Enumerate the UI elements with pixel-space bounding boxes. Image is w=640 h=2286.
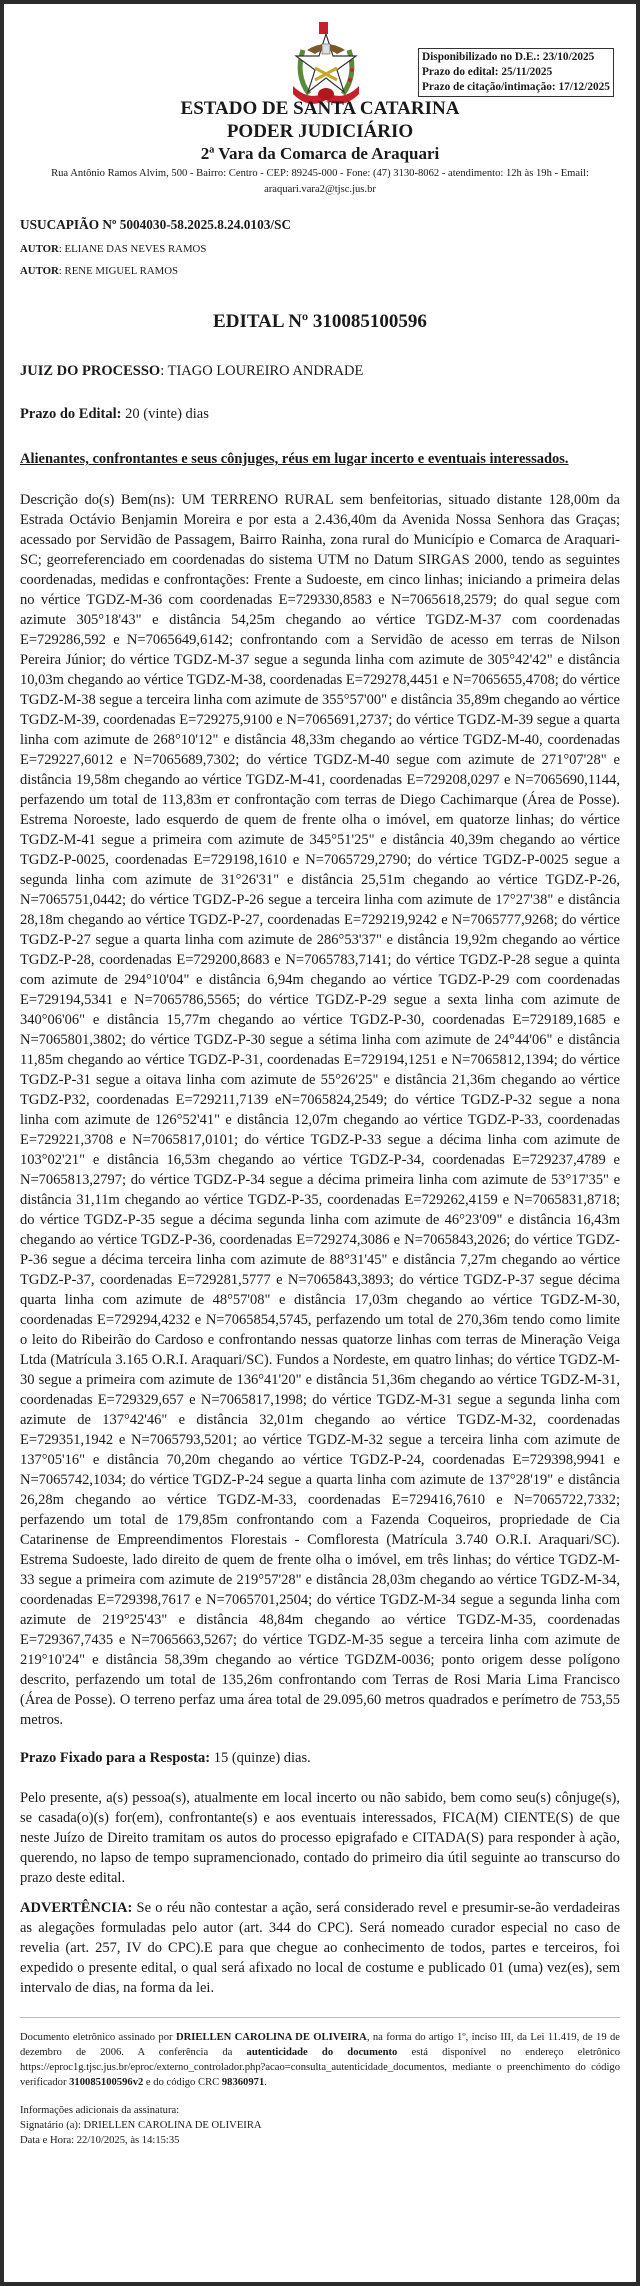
response-deadline-value: 15 (quinze) dias. [210,1750,311,1766]
sig-text: está disponível no endereço eletrônico https://eproc1g.tjsc.jus.br/eproc/externo_controlador.php?acao=consulta_autenticidade_documentos, mediante o preenchimento do código verificador [20,2047,620,2088]
document-body [4,217,636,2148]
publication-dates-box [418,48,614,97]
stamp-line-citation-deadline: Prazo de citação/intimação: 17/12/2025 [422,81,610,93]
sig-text: Documento eletrônico assinado por [20,2032,176,2043]
verification-code: 310085100596v2 [69,2077,144,2088]
warning-label: ADVERTÊNCIA: [20,1900,133,1916]
edital-deadline [20,406,620,423]
author-name: : ELIANE DAS NEVES RAMOS [58,243,207,255]
signer-name: DRIELLEN CAROLINA DE OLIVEIRA [175,2032,367,2043]
author-label: AUTOR [20,243,59,255]
edital-deadline-label: Prazo do Edital: [20,406,122,422]
judge-label: JUIZ DO PROCESSO [20,363,161,379]
judiciary-title: PODER JUDICIÁRIO [226,121,414,142]
case-number: USUCAPIÃO Nº 5004030-58.2025.8.24.0103/SC [20,217,292,232]
signatory: Signatário (a): DRIELLEN CAROLINA DE OLIVEIRA [20,2120,262,2131]
property-description: Descrição do(s) Bem(ns): UM TERRENO RURAL sem benfeitorias, situado distante 128,00m da Estrada Octávio Benjamin Moreira e por esta a 2.436,40m da Avenida Nossa Senhora das Graças; acessado por Servidão de Passagem, Bairro Rainha, zona rural do Município e Comarca de Araquari-SC; georreferenciado em coordenadas do sistema UTM no Datum SIRGAS 2000, tendo as seguintes coordenadas, medidas e confrontações: Frente a Sudoeste, em cinco linhas; iniciando a primeira delas no vértice TGDZ-M-36 com coordenadas E=729330,8583 e N=7065618,2579; do qual segue com azimute 305°18'43" e distância 54,25m chegando ao vértice TGDZ-M-37 com coordenadas E=729286,592 e N=7065649,6142; confrontando com a Servidão de acesso em terras de Nilson Pereira Júnior; do vértice TGDZ-M-37 segue a segunda linha com azimute de 305°42'42" e distância 10,03m chegando ao vértice TGDZ-M-38, coordenadas E=729278,4451 e N=7065655,4708; do vértice TGDZ-M-38 segue a terceira linha com azimute de 355°57'00" e distância 35,89m chegando ao vértice TGDZ-M-39, coordenadas E=729275,9100 e N=7065691,2737; do vértice TGDZ-M-39 segue a quarta linha com azimute de 268°10'12" e distância 48,33m chegando ao vértice TGDZ-M-40, coordenadas E=729227,6012 e N=7065689,7302; do vértice TGDZ-M-40 segue com azimute de 271°07'28" e distância 19,58m chegando ao vértice TGDZ-M-41, coordenadas E=729208,0297 e N=7065690,1144, perfazendo um total de 113,83m eт confrontação com terras de Diego Cachimarque (Área de Posse). Estrema Noroeste, lado esquerdo de quem de frente olha o imóvel, em quatorze linhas; do vértice TGDZ-M-41 segue a primeira com azimute de 345°51'25" e distância 40,39m chegando ao vértice TGDZ-P-0025, coordenadas E=729198,1610 e N=7065729,2790; do vértice TGDZ-P-0025 segue a segunda linha com azimute de 31°26'31" e distância 25,51m chegando ao vértice TGDZ-P-26, N=7065751,0442; do vértice TGDZ-P-26 segue a terceira linha com azimute de 17°27'38" e distância 28,18m chegando ao vértice TGDZ-P-27, coordenadas E=729219,9242 e N=7065777,9268; do vértice TGDZ-P-27 segue a quarta linha com azimute de 286°53'37" e distância 19,92m chegando ao vértice TGDZ-P-28, coordenadas E=729200,8683 e N=7065783,7141; do vértice TGDZ-P-28 segue a quinta com azimute de 294°10'04" e distância 6,94m chegando ao vértice TGDZ-P-29 com coordenadas E=729194,5341 e N=7065786,5565; do vértice TGDZ-P-29 segue a sexta linha com azimute de 340°06'06" e distância 15,77m chegando ao vértice TGDZ-P-30, coordenadas E=729189,1685 e N=7065801,3802; do vértice TGDZ-P-30 segue a sétima linha com azimute de 24°44'06" e distância 11,85m chegando ao vértice TGDZ-P-31, coordenadas E=729194,1251 e N=7065812,1394; do vértice TGDZ-P-31 segue a oitava linha com azimute de 55°26'25" e distância 21,36m chegando ao vértice TGDZ-P32, coordenadas E=729211,7139 eN=7065824,2549; do vértice TGDZ-P-32 segue a nona linha com azimute de 126°52'41" e distância 12,07m chegando ao vértice TGDZ-P-33, coordenadas E=729221,3708 e N=7065817,0101; do vértice TGDZ-P-33 segue a décima linha com azimute de 103°02'21" e distância 16,53m chegando ao vértice TGDZ-P-34, coordenadas E=729237,4789 e N=7065813,2797; do vértice TGDZ-P-34 segue a décima primeira linha com azimute de 53°17'35" e distância 31,11m chegando ao vértice TGDZ-P-35, coordenadas E=729262,4159 e N=7065831,8718; do vértice TGDZ-P-35 segue a décima segunda linha com azimute de 46°23'09" e distância 16,43m chegando ao vértice TGDZ-P-36, coordenadas E=729274,3086 e N=7065843,2026; do vértice TGDZ-P-36 segue a décima terceira linha com azimute de 88°31'45" e distância 7,27m chegando ao vértice TGDZ-P-37, coordenadas E=729281,5777 e N=7065843,3893; do vértice TGDZ-P-37 segue décima quarta linha com azimute de 48°57'08" e distância 17,03m chegando ao vértice TGDZ-M-30, coordenadas E=729294,4232 e N=7065854,5745, perfazendo um total de 270,36m tendo como limite o leito do Ribeirão do Cardoso e confrontando nessas quatorze linhas com terras de Mineração Veiga Ltda (Matrícula 3.165 O.R.I. Araquari/SC). Fundos a Nordeste, em quatro linhas; do vértice TGDZ-M-30 segue a primeira com azimute de 136°41'20" e distância 51,36m chegando ao vértice TGDZ-M-31, coordenadas E=729329,657 e N=7065817,1998; do vértice TGDZ-M-31 segue a segunda linha com azimute de 137°42'46" e distância 32,01m chegando ao vértice TGDZ-M-32, coordenadas E=729351,1942 e N=7065793,5201; ao vértice TGDZ-M-32 segue a terceira linha com azimute de 137°05'16" e distância 70,20m chegando ao vértice TGDZ-P-24, coordenadas E=729398,9941 e N=7065742,1034; do vértice TGDZ-P-24 segue a quarta linha com azimute de 137°28'19" e distância 26,28m chegando ao vértice TGDZ-M-33, coordenadas E=729416,7610 e N=7065722,7332; perfazendo um total de 179,85m confrontando com a Fazenda Coqueiros, propriedade de Cia Catarinense de Empreendimentos Florestais - Comfloresta (Matrícula 3.740 O.R.I. Araquari/SC). Estrema Sudoeste, lado direito de quem de frente olha o imóvel, em três linhas; do vértice TGDZ-M-33 segue a primeira com azimute de 219°57'28" e distância 28,03m chegando ao vértice TGDZ-M-34, coordenadas E=729398,7617 e N=7065701,2504; do vértice TGDZ-M-34 segue a segunda linha com azimute de 219°25'43" e distância 48,84m chegando ao vértice TGDZ-M-35, coordenadas E=729367,7435 e N=7065663,5267; do vértice TGDZ-M-35 segue a terceira linha com azimute de 219°10'24" e distância 58,39m chegando ao vértice TGDZM-0036; ponto origem desse polígono descrito, perfazendo um total de 135,26m confrontando com Terras de Rosi Maria Lima Francisco (Área de Posse). O terreno perfaz uma área total de 29.095,60 metros quadrados e perímetro de 753,55 metros. [20,492,620,1728]
author-name: : RENE MIGUEL RAMOS [58,265,179,277]
judge-line [20,363,620,380]
warning-text: Se o réu não contestar a ação, será considerado revel e presumir-se-ão verdadeiras as alegações formuladas pelo autor (art. 344 do CPC). Será nomeado curador especial no caso de revelia (art. 257, IV do CPC).E para que chegue ao conhecimento de todos, partes e terceiros, foi expedido o presente edital, o qual será afixado no local de costume e publicado 01 (uma) vez(es), sem intervalo de dias, na forma da lei. [20,1900,620,1996]
author-label: AUTOR [20,265,59,277]
stamp-line-published: Disponibilizado no D.E.: 23/10/2025 [422,51,595,63]
citation-notice: Pelo presente, a(s) pessoa(s), atualmente em local incerto ou não sabido, bem como seu(s) cônjuge(s), se casada(o)(s) for(em), confrontante(s) e aos eventuais interessados, FICA(M) CIENTE(S) de que neste Juízo de Direito tramitam os autos do processo epigrafado e CITADA(S) para responder à ação, querendo, no lapso de tempo supramencionado, contado do primeiro dia útil seguinte ao transcurso do prazo deste edital. [20,1790,620,1886]
signature-divider [20,2017,620,2018]
authenticity-label: autenticidade do documento [246,2047,398,2058]
court-title: 2ª Vara da Comarca de Araquari [200,144,440,163]
sig-text: , na forma do artigo 1º, inciso III, da Lei 11.419, de 19 de dezembro de 2006. A conferência da [20,2032,620,2058]
warning-paragraph [20,1898,620,1998]
edital-deadline-value: 20 (vinte) dias [121,406,209,422]
stamp-line-edital-deadline: Prazo do edital: 25/11/2025 [422,66,553,78]
court-address: Rua Antônio Ramos Alvim, 500 - Bairro: Centro - CEP: 89245-000 - Fone: (47) 3130-8062 - atendimento: 12h às 19h - Email: araquari.vara2@tjsc.jus.br [51,168,589,195]
response-deadline-label: Prazo Fixado para a Resposta: [20,1750,211,1766]
response-deadline [20,1750,620,1767]
state-title: ESTADO DE SANTA CATARINA [180,98,460,119]
addressees-heading: Alienantes, confrontantes e seus cônjuges, réus em lugar incerto e eventuais interessados. [20,451,569,467]
crc-code: 98360971 [221,2077,265,2088]
author-2 [20,265,620,277]
sig-text: . [264,2077,267,2088]
signature-info [20,2103,620,2148]
signature-datetime: Data e Hora: 22/10/2025, às 14:15:35 [20,2135,180,2146]
edital-title: EDITAL Nº 310085100596 [213,311,427,332]
document-header [4,4,636,204]
signature-info-title: Informações adicionais da assinatura: [20,2105,180,2116]
electronic-signature-note [20,2030,620,2090]
judge-name: : TIAGO LOUREIRO ANDRADE [160,363,364,379]
sig-text: e do código CRC [143,2077,222,2088]
author-1 [20,243,620,255]
document-page [4,4,636,2282]
